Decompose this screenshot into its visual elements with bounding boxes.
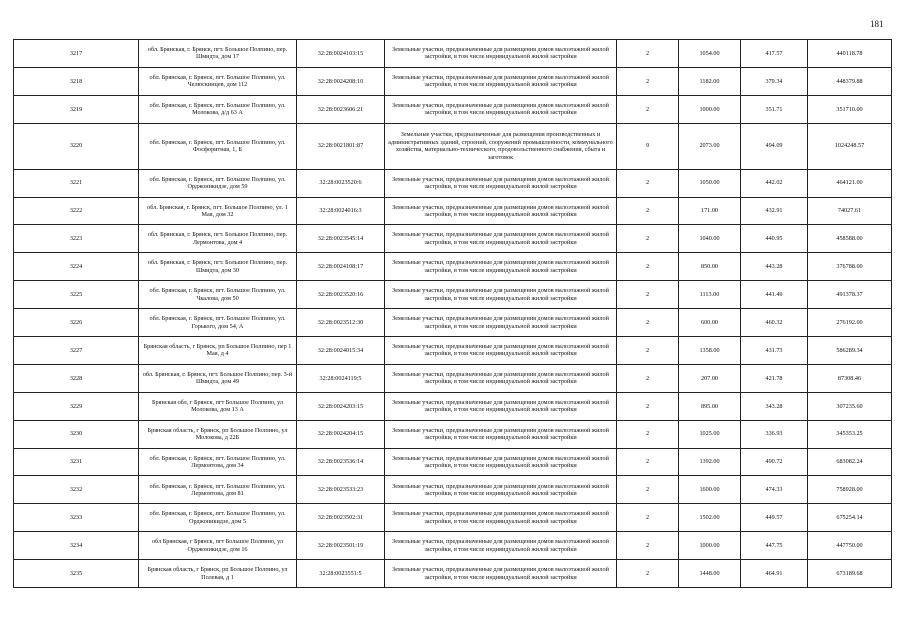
cadastral-number-cell: 32:28:0023501:19 [297,532,385,560]
area-cell: 600.00 [679,309,741,337]
row-number: 3232 [14,476,139,504]
area-cell: 1000.00 [679,95,741,123]
zone-cell: 2 [617,504,679,532]
address-cell: обл. Брянская, г. Брянск, пгт. Большое Полпино, ул. Лермонтова, дом 81 [139,476,297,504]
land-use-cell: Земельные участки, предназначенные для размещения домов малоэтажной жилой застройки, в том числе индивидуальной жилой застройки [385,67,617,95]
unit-value-cell: 460.32 [741,309,808,337]
cadastral-number-cell: 32:28:0023512:30 [297,309,385,337]
table-row [14,309,892,337]
unit-value-cell: 449.57 [741,504,808,532]
cadastral-number-cell: 32:28:0021801:87 [297,123,385,169]
address-cell: Брянская область, г Брянск, рп Большое Полпино, пер 1 Мая, д 4 [139,337,297,365]
address-cell: обл. Брянская, г. Брянск, пгт. Большое Полпино, ул. Молокова, д/д 63 А [139,95,297,123]
zone-cell: 2 [617,392,679,420]
cadastral-number-cell: 32:28:0024119:5 [297,364,385,392]
zone-cell: 2 [617,337,679,365]
area-cell: 1000.00 [679,532,741,560]
address-cell: обл. Брянская, г. Брянск, пгт. Большое Полпино, ул. Орджоникидзе, дом 59 [139,169,297,197]
zone-cell: 2 [617,476,679,504]
cadastral-value-cell: 447750.00 [808,532,892,560]
address-cell: обл. Брянская, г. Брянск, пгт. Большое Полпино, ул. Орджоникидзе, дом 5 [139,504,297,532]
unit-value-cell: 351.71 [741,95,808,123]
cadastral-number-cell: 32:28:0023520:16 [297,281,385,309]
row-number: 3219 [14,95,139,123]
area-cell: 1054.00 [679,40,741,68]
address-cell: обл. Брянская, г. Брянск, пгт. Большое Полпино, пер. Шмидта, дом 17 [139,40,297,68]
land-use-cell: Земельные участки, предназначенные для размещения домов малоэтажной жилой застройки, в том числе индивидуальной жилой застройки [385,253,617,281]
table-row [14,225,892,253]
area-cell: 2073.00 [679,123,741,169]
table-row [14,169,892,197]
zone-cell: 9 [617,123,679,169]
land-use-cell: Земельные участки, предназначенные для размещения домов малоэтажной жилой застройки, в том числе индивидуальной жилой застройки [385,532,617,560]
row-number: 3225 [14,281,139,309]
land-use-cell: Земельные участки, предназначенные для размещения домов малоэтажной жилой застройки, в том числе индивидуальной жилой застройки [385,420,617,448]
zone-cell: 2 [617,40,679,68]
address-cell: обл. Брянская, г. Брянск, пгт. Большое Полпино, ул. 1 Мая, дом 32 [139,197,297,225]
area-cell: 1040.00 [679,225,741,253]
cadastral-value-cell: 464121.00 [808,169,892,197]
zone-cell: 2 [617,532,679,560]
land-use-cell: Земельные участки, предназначенные для размещения домов малоэтажной жилой застройки, в том числе индивидуальной жилой застройки [385,476,617,504]
address-cell: обл. Брянская, г. Брянск, пгт. Большое Полпино, ул. Горького, дом 54, А [139,309,297,337]
land-use-cell: Земельные участки, предназначенные для размещения домов малоэтажной жилой застройки, в том числе индивидуальной жилой застройки [385,560,617,588]
table-row [14,253,892,281]
table-body [14,40,892,588]
cadastral-value-cell: 440118.78 [808,40,892,68]
row-number: 3222 [14,197,139,225]
area-cell: 1502.00 [679,504,741,532]
zone-cell: 2 [617,169,679,197]
address-cell: обл. Брянская, г. Брянск, пгт. Большое Полпино, пер. 3-й Шмидта, дом 49 [139,364,297,392]
table-row [14,281,892,309]
table-row [14,420,892,448]
row-number: 3226 [14,309,139,337]
unit-value-cell: 431.73 [741,337,808,365]
land-use-cell: Земельные участки, предназначенные для размещения домов малоэтажной жилой застройки, в том числе индивидуальной жилой застройки [385,337,617,365]
row-number: 3220 [14,123,139,169]
cadastral-value-cell: 758928.00 [808,476,892,504]
cadastral-number-cell: 32:28:0024208:10 [297,67,385,95]
area-cell: 207.00 [679,364,741,392]
cadastral-value-cell: 673189.68 [808,560,892,588]
area-cell: 1600.00 [679,476,741,504]
cadastral-number-cell: 32:28:0024103:15 [297,40,385,68]
cadastral-value-cell: 345353.25 [808,420,892,448]
row-number: 3235 [14,560,139,588]
address-cell: обл. Брянская, г. Брянск, пгт. Большое Полпино, пер. Шмидта, дом 30 [139,253,297,281]
cadastral-value-cell: 458588.00 [808,225,892,253]
unit-value-cell: 494.09 [741,123,808,169]
cadastral-value-cell: 675254.14 [808,504,892,532]
area-cell: 1025.00 [679,420,741,448]
address-cell: Брянская область, г Брянск, рп Большое Полпино, ул Молокова, д 22Б [139,420,297,448]
table-row [14,448,892,476]
zone-cell: 2 [617,67,679,95]
row-number: 3223 [14,225,139,253]
cadastral-number-cell: 32:28:0023536:14 [297,448,385,476]
zone-cell: 2 [617,364,679,392]
land-use-cell: Земельные участки, предназначенные для размещения домов малоэтажной жилой застройки, в том числе индивидуальной жилой застройки [385,40,617,68]
cadastral-number-cell: 32:28:0023502:31 [297,504,385,532]
zone-cell: 2 [617,281,679,309]
land-plot-table [13,39,892,588]
cadastral-value-cell: 586289.34 [808,337,892,365]
address-cell: обл. Брянская, г. Брянск, пгт. Большое Полпино, ул. Лермонтова, дом 34 [139,448,297,476]
land-use-cell: Земельные участки, предназначенные для размещения домов малоэтажной жилой застройки, в том числе индивидуальной жилой застройки [385,225,617,253]
unit-value-cell: 440.95 [741,225,808,253]
table-row [14,197,892,225]
unit-value-cell: 432.91 [741,197,808,225]
unit-value-cell: 443.28 [741,253,808,281]
table-row [14,560,892,588]
cadastral-value-cell: 74027.61 [808,197,892,225]
area-cell: 1448.00 [679,560,741,588]
cadastral-value-cell: 448379.88 [808,67,892,95]
cadastral-number-cell: 32:28:0023533:23 [297,476,385,504]
zone-cell: 2 [617,197,679,225]
address-cell: обл. Брянская, г. Брянск, пгт. Большое Полпино, пер. Лермонтова, дом 4 [139,225,297,253]
address-cell: Брянская область, г Брянск, рп Большое Полпино, ул Полевая, д 1 [139,560,297,588]
table-row [14,532,892,560]
table-row [14,504,892,532]
area-cell: 1050.00 [679,169,741,197]
unit-value-cell: 336.93 [741,420,808,448]
row-number: 3229 [14,392,139,420]
cadastral-value-cell: 307235.60 [808,392,892,420]
row-number: 3228 [14,364,139,392]
row-number: 3227 [14,337,139,365]
cadastral-value-cell: 491378.37 [808,281,892,309]
area-cell: 1113.00 [679,281,741,309]
area-cell: 1182.00 [679,67,741,95]
land-use-cell: Земельные участки, предназначенные для размещения домов малоэтажной жилой застройки, в том числе индивидуальной жилой застройки [385,448,617,476]
unit-value-cell: 474.33 [741,476,808,504]
cadastral-number-cell: 32:28:0024204:15 [297,420,385,448]
area-cell: 850.00 [679,253,741,281]
table-row [14,337,892,365]
cadastral-number-cell: 32:28:0024203:15 [297,392,385,420]
address-cell: Брянская обл, г Брянск, пгт Большое Полпино, ул Молокова, дом 13 А [139,392,297,420]
land-use-cell: Земельные участки, предназначенные для размещения домов малоэтажной жилой застройки, в том числе индивидуальной жилой застройки [385,95,617,123]
land-use-cell: Земельные участки, предназначенные для размещения домов малоэтажной жилой застройки, в том числе индивидуальной жилой застройки [385,197,617,225]
zone-cell: 2 [617,95,679,123]
zone-cell: 2 [617,420,679,448]
land-use-cell: Земельные участки, предназначенные для размещения домов малоэтажной жилой застройки, в том числе индивидуальной жилой застройки [385,364,617,392]
row-number: 3230 [14,420,139,448]
land-use-cell: Земельные участки, предназначенные для размещения домов малоэтажной жилой застройки, в том числе индивидуальной жилой застройки [385,309,617,337]
unit-value-cell: 490.72 [741,448,808,476]
cadastral-number-cell: 32:28:0023606:21 [297,95,385,123]
unit-value-cell: 417.57 [741,40,808,68]
area-cell: 1392.00 [679,448,741,476]
cadastral-value-cell: 1024248.57 [808,123,892,169]
cadastral-number-cell: 32:28:0023520:6 [297,169,385,197]
unit-value-cell: 464.91 [741,560,808,588]
table-row [14,40,892,68]
table-row [14,67,892,95]
zone-cell: 2 [617,448,679,476]
cadastral-value-cell: 87308.46 [808,364,892,392]
zone-cell: 2 [617,225,679,253]
land-use-cell: Земельные участки, предназначенные для размещения домов малоэтажной жилой застройки, в том числе индивидуальной жилой застройки [385,281,617,309]
area-cell: 1358.00 [679,337,741,365]
address-cell: обл Брянская, г Брянск, пгт Большое Полпино, ул Орджоникидзе, дом 16 [139,532,297,560]
cadastral-number-cell: 32:28:0023551:5 [297,560,385,588]
cadastral-number-cell: 32:28:0024108:17 [297,253,385,281]
address-cell: обл. Брянская, г. Брянск, пгт. Большое Полпино, ул. Фосфоритная, 1, Б [139,123,297,169]
unit-value-cell: 442.02 [741,169,808,197]
unit-value-cell: 343.28 [741,392,808,420]
address-cell: обл. Брянская, г. Брянск, пгт. Большое Полпино, ул. Чкалова, дом 50 [139,281,297,309]
unit-value-cell: 379.34 [741,67,808,95]
page-number: 181 [870,19,884,29]
cadastral-number-cell: 32:28:0024015:34 [297,337,385,365]
table-row [14,364,892,392]
zone-cell: 2 [617,560,679,588]
address-cell: обл. Брянская, г. Брянск, пгт. Большое Полпино, ул. Челюскинцев, дом 112 [139,67,297,95]
row-number: 3221 [14,169,139,197]
unit-value-cell: 447.75 [741,532,808,560]
cadastral-value-cell: 683082.24 [808,448,892,476]
table-row [14,476,892,504]
table-row [14,123,892,169]
row-number: 3233 [14,504,139,532]
row-number: 3217 [14,40,139,68]
unit-value-cell: 441.49 [741,281,808,309]
table-row [14,392,892,420]
area-cell: 171.00 [679,197,741,225]
zone-cell: 2 [617,309,679,337]
land-use-cell: Земельные участки, предназначенные для размещения домов малоэтажной жилой застройки, в том числе индивидуальной жилой застройки [385,504,617,532]
land-use-cell: Земельные участки, предназначенные для размещения домов малоэтажной жилой застройки, в том числе индивидуальной жилой застройки [385,169,617,197]
cadastral-value-cell: 351710.00 [808,95,892,123]
cadastral-value-cell: 376788.00 [808,253,892,281]
cadastral-value-cell: 276192.00 [808,309,892,337]
unit-value-cell: 421.78 [741,364,808,392]
zone-cell: 2 [617,253,679,281]
land-use-cell: Земельные участки, предназначенные для размещения домов малоэтажной жилой застройки, в том числе индивидуальной жилой застройки [385,392,617,420]
cadastral-number-cell: 32:28:0024016:3 [297,197,385,225]
table-row [14,95,892,123]
area-cell: 895.00 [679,392,741,420]
row-number: 3234 [14,532,139,560]
land-use-cell: Земельные участки, предназначенные для размещения производственных и административных зданий, строений, сооружений промышленности, коммунального хозяйства, материально-технического, продовольственного снабжения, сбыта и заготовок [385,123,617,169]
row-number: 3218 [14,67,139,95]
cadastral-number-cell: 32:28:0023545:14 [297,225,385,253]
row-number: 3224 [14,253,139,281]
row-number: 3231 [14,448,139,476]
